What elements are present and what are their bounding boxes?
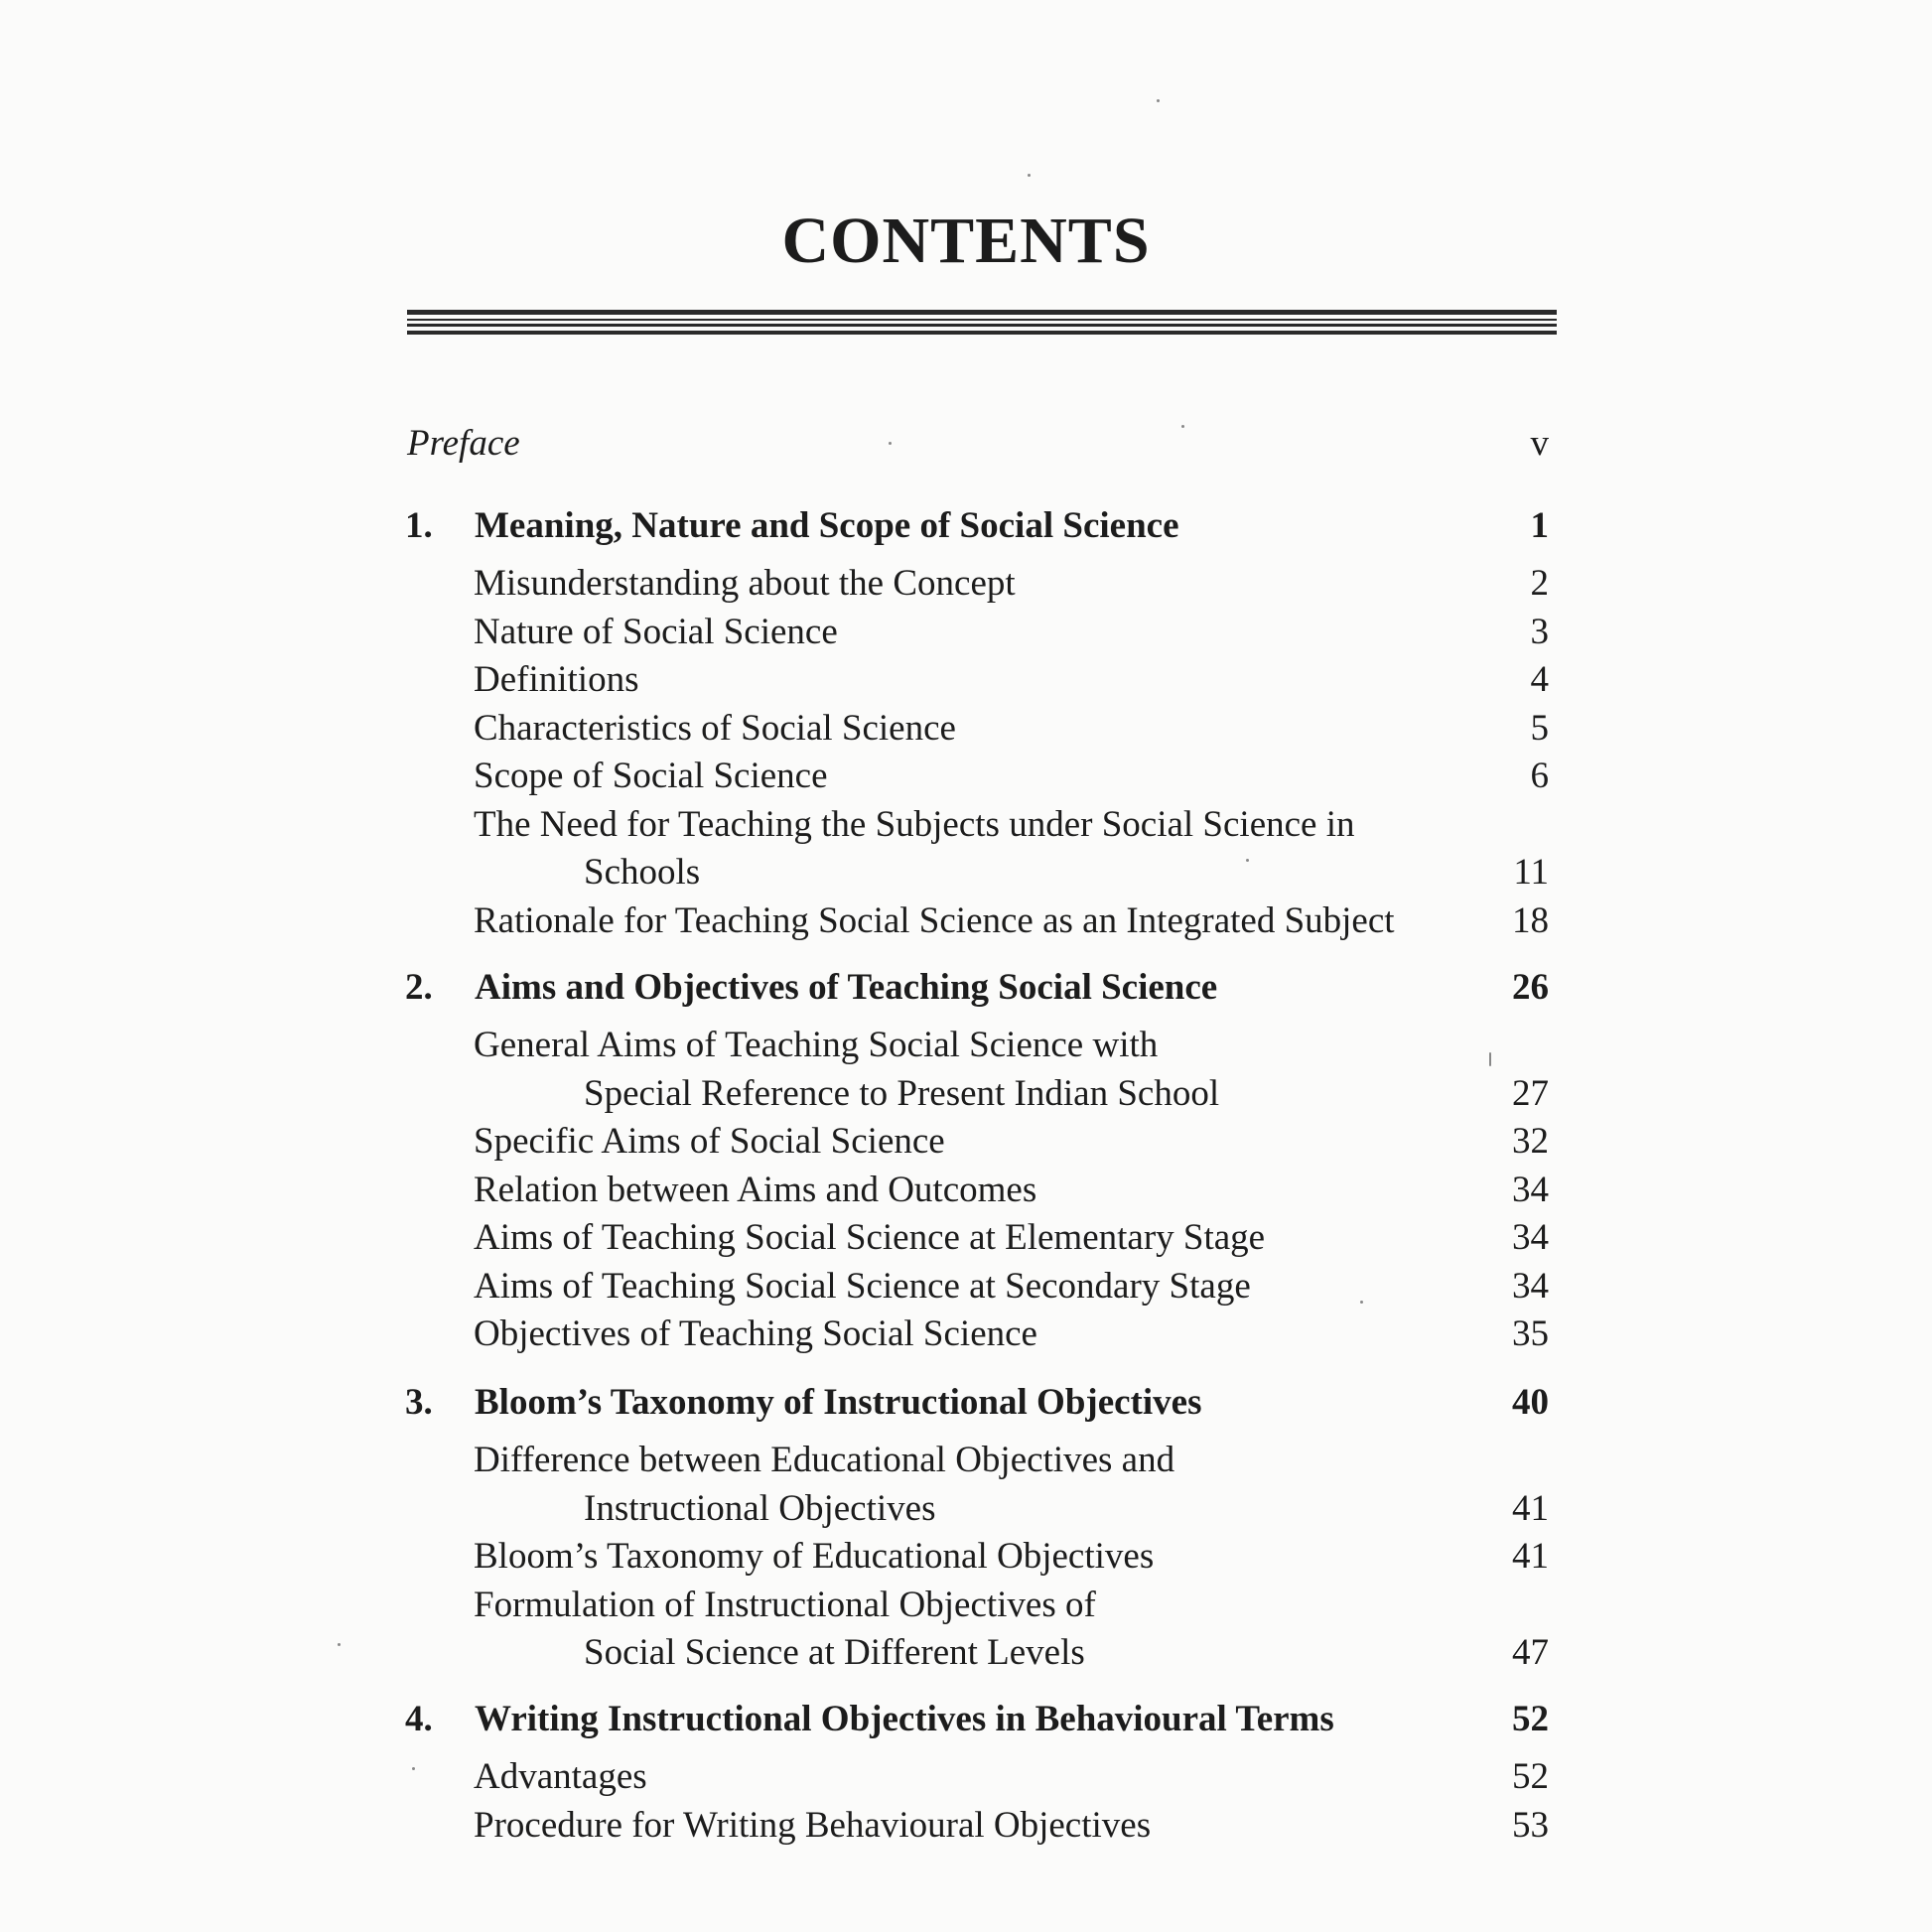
section-entry [0,1024,1932,1071]
double-rule-divider [407,310,1557,336]
chapter-page-number: 1 [1530,505,1549,546]
section-entry [0,562,1932,610]
section-entry [0,1169,1932,1216]
section-page-number: 53 [1512,1805,1549,1846]
section-entry [0,1804,1932,1852]
section-entry [0,755,1932,802]
section-entry-continued [0,1072,1932,1120]
section-page-number: 6 [1530,756,1549,796]
section-entry [0,1535,1932,1583]
section-title: Definitions [474,659,639,700]
section-title: Social Science at Different Levels [584,1632,1085,1673]
chapter-heading [0,504,1932,552]
section-title: Bloom’s Taxonomy of Educational Objectives [474,1536,1155,1577]
preface-label: Preface [407,423,520,464]
section-page-number: 41 [1512,1536,1549,1577]
section-page-number: 32 [1512,1121,1549,1162]
chapter-heading [0,966,1932,1014]
section-title: Difference between Educational Objectives and [474,1440,1175,1480]
section-page-number: 18 [1512,900,1549,941]
section-page-number: 34 [1512,1217,1549,1258]
section-entry [0,707,1932,755]
section-entry-continued [0,851,1932,898]
section-title: Special Reference to Present Indian School [584,1073,1220,1114]
section-page-number: 5 [1530,708,1549,749]
chapter-page-number: 26 [1512,967,1549,1008]
section-page-number: 2 [1530,563,1549,604]
section-entry [0,1312,1932,1360]
chapter-heading [0,1698,1932,1745]
section-title: Specific Aims of Social Science [474,1121,945,1162]
section-title: Procedure for Writing Behavioural Objectives [474,1805,1152,1846]
section-page-number: 52 [1512,1756,1549,1797]
section-title: General Aims of Teaching Social Science with [474,1025,1159,1065]
section-title: Formulation of Instructional Objectives of [474,1585,1096,1625]
section-entry [0,803,1932,851]
section-entry [0,1584,1932,1631]
section-page-number: 11 [1513,852,1549,893]
section-entry [0,1216,1932,1264]
section-page-number: 35 [1512,1313,1549,1354]
chapter-number: 4. [405,1699,433,1739]
section-page-number: 4 [1530,659,1549,700]
section-entry [0,1755,1932,1803]
chapter-number: 3. [405,1382,433,1423]
page-title: CONTENTS [781,205,1151,277]
chapter-number: 2. [405,967,433,1008]
section-page-number: 34 [1512,1170,1549,1210]
section-entry-continued [0,1631,1932,1679]
section-page-number: 47 [1512,1632,1549,1673]
section-entry [0,1265,1932,1312]
section-title: Instructional Objectives [584,1488,936,1529]
section-title: Misunderstanding about the Concept [474,563,1016,604]
chapter-page-number: 52 [1512,1699,1549,1739]
chapter-number: 1. [405,505,433,546]
section-page-number: 3 [1530,612,1549,652]
section-page-number: 27 [1512,1073,1549,1114]
page-number: v [1530,423,1549,464]
section-page-number: 34 [1512,1266,1549,1307]
section-entry [0,658,1932,706]
chapter-heading [0,1381,1932,1429]
preface-row [0,422,1932,470]
chapter-title: Meaning, Nature and Scope of Social Science [475,505,1179,546]
section-title: Characteristics of Social Science [474,708,956,749]
chapter-title: Aims and Objectives of Teaching Social Science [475,967,1218,1008]
section-entry [0,1120,1932,1168]
section-title: Aims of Teaching Social Science at Secondary Stage [474,1266,1251,1307]
section-page-number: 41 [1512,1488,1549,1529]
section-title: The Need for Teaching the Subjects under Social Science in [474,804,1355,845]
section-title: Schools [584,852,701,893]
chapter-title: Writing Instructional Objectives in Behavioural Terms [475,1699,1334,1739]
section-title: Nature of Social Science [474,612,838,652]
section-title: Objectives of Teaching Social Science [474,1313,1037,1354]
section-entry-continued [0,1487,1932,1535]
section-title: Scope of Social Science [474,756,828,796]
section-entry [0,899,1932,947]
section-entry [0,1439,1932,1486]
section-entry [0,611,1932,658]
section-title: Relation between Aims and Outcomes [474,1170,1037,1210]
chapter-page-number: 40 [1512,1382,1549,1423]
section-title: Aims of Teaching Social Science at Elementary Stage [474,1217,1266,1258]
chapter-title: Bloom’s Taxonomy of Instructional Objectives [475,1382,1202,1423]
section-title: Advantages [474,1756,647,1797]
section-title: Rationale for Teaching Social Science as an Integrated Subject [474,900,1395,941]
